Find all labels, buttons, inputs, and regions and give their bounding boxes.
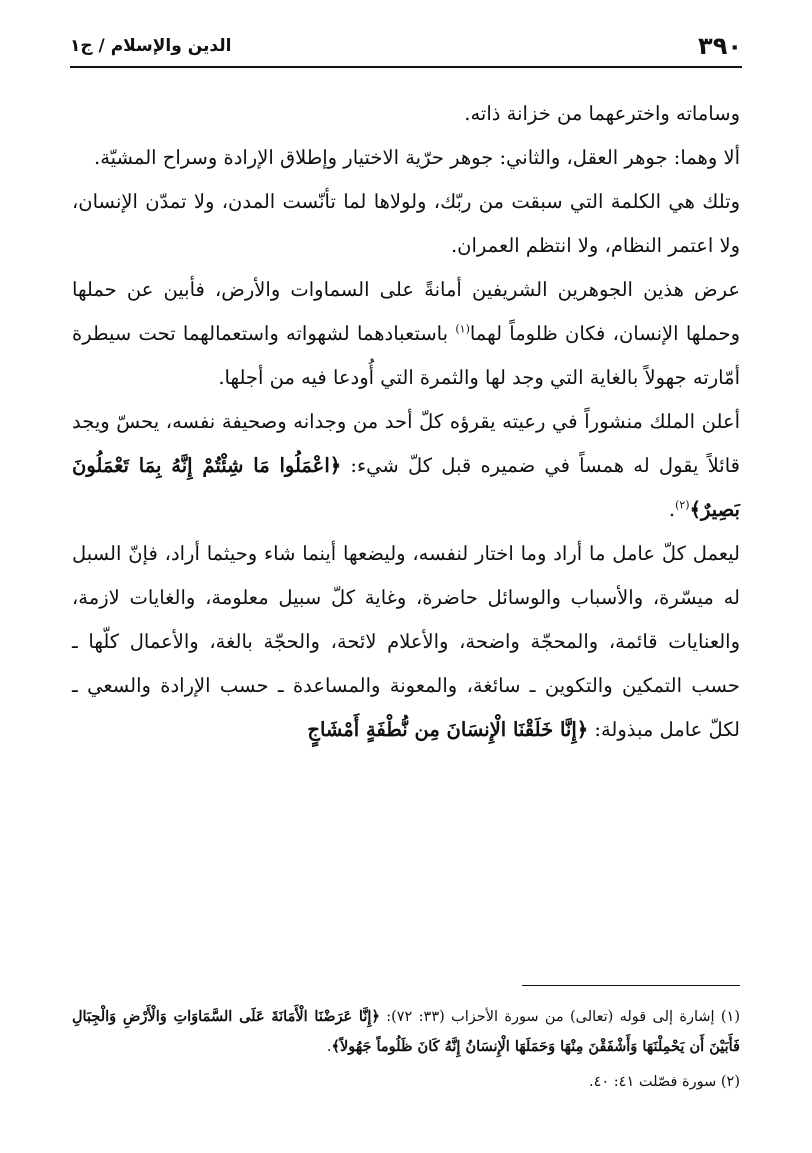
quran-verse-1: ﴿اعْمَلُوا مَا شِئْتُمْ إِنَّهُ بِمَا تَعْمَلُونَ بَصِيرٌ﴾ bbox=[72, 454, 740, 521]
paragraph-1: وساماته واخترعهما من خزانة ذاته. bbox=[464, 102, 740, 125]
footnote-2: (٢) سورة فصّلت ٤١: ٤٠. bbox=[588, 1074, 740, 1090]
paragraph-5 bbox=[72, 400, 740, 532]
paragraph-6-text: ليعمل كلّ عامل ما أراد وما اختار لنفسه، وليضعها أينما شاء وحيثما أراد، فإنّ السبل له ميسّرة، والأسباب والوسائل حاضرة، وغاية كلّ سبيل معلومة، والغايات لازمة، والعنايات قائمة، والمحجّة واضحة، والأعلام لائحة، والحجّة بالغة، والأعمال كلّها ـ حسب التمكين والتكوين ـ سائغة، والمعونة والمساعدة ـ حسب الإرادة والسعي ـ لكلّ عامل مبذولة: bbox=[72, 542, 740, 741]
page-header bbox=[70, 26, 742, 68]
paragraph-5-end: . bbox=[668, 498, 676, 521]
footnote-1-end: . bbox=[326, 1039, 332, 1055]
quran-verse-2: ﴿إِنَّا خَلَقْنَا الْإِنسَانَ مِن نُّطْفَةٍ أَمْشَاجٍ bbox=[307, 718, 589, 741]
paragraph-2: ألا وهما: جوهر العقل، والثاني: جوهر حرّية الاختيار وإطلاق الإرادة وسراح المشيّة. bbox=[94, 146, 740, 169]
page-number: ٣٩٠ bbox=[698, 32, 742, 60]
paragraph-6 bbox=[72, 532, 740, 752]
paragraph-4-text-a: عرض هذين الجوهرين الشريفين أمانةً على السماوات والأرض، فأبين عن حملها وحملها الإنسان، فكان ظلوماً لهما bbox=[72, 278, 740, 345]
footnote-ref-2[interactable]: (٢) bbox=[675, 498, 690, 512]
paragraph-5-text: أعلن الملك منشوراً في رعيته يقرؤه كلّ أحد من وجدانه وصحيفة نفسه، يحسّ ويجد قائلاً يقول له همساً في ضميره قبل كلّ شيء: bbox=[72, 410, 740, 477]
footnote-ref-1[interactable]: (١) bbox=[455, 322, 470, 336]
paragraph-4 bbox=[72, 268, 740, 400]
footnotes bbox=[72, 1002, 740, 1097]
footnote-1-text: (١) إشارة إلى قوله (تعالى) من سورة الأحزاب (٣٣: ٧٢): bbox=[379, 1009, 740, 1025]
footnote-1 bbox=[72, 1002, 740, 1062]
paragraph-4-text-b: باستعبادهما لشهواته واستعمالهما تحت سيطرة أمّارته جهولاً بالغاية التي وجد لها والثمرة التي أُودعا فيه من أجلها. bbox=[72, 322, 740, 389]
footnote-1-quran: ﴿إِنَّا عَرَضْنَا الْأَمَانَةَ عَلَى السَّمَاوَاتِ وَالْأَرْضِ وَالْجِبَالِ فَأَبَيْنَ أَن يَحْمِلْنَهَا وَأَشْفَقْنَ مِنْهَا وَحَمَلَهَا الْإِنسَانُ إِنَّهُ كَانَ ظَلُوماً جَهُولاً﴾ bbox=[72, 1008, 740, 1055]
main-text bbox=[72, 92, 740, 752]
paragraph-3: وتلك هي الكلمة التي سبقت من ربّك، ولولاها لما تأنّست المدن، ولا تمدّن الإنسان، ولا اعتمر النظام، ولا انتظم العمران. bbox=[72, 190, 740, 257]
running-title: الدين والإسلام / ج١ bbox=[70, 36, 232, 56]
footnote-divider bbox=[522, 985, 740, 986]
